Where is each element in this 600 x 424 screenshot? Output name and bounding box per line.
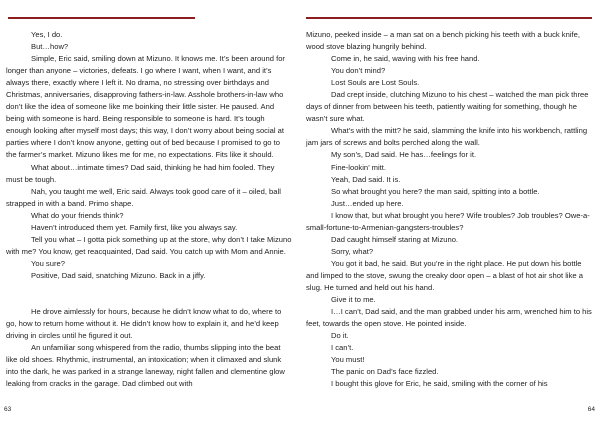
paragraph: Just…ended up here.	[331, 198, 404, 208]
paragraph: You don’t mind?	[331, 66, 386, 76]
paragraph: Dad crept inside, clutching Mizuno to his chest – watched the man pick three days of dinner from between his teeth, patiently waiting for something, though he wasn’t sure what.	[306, 90, 589, 124]
page-number-right: 64	[587, 406, 595, 413]
paragraph: Dad caught himself staring at Mizuno.	[331, 234, 459, 244]
paragraph: Do it.	[331, 331, 349, 341]
paragraph: He drove aimlessly for hours, because he didn’t know what to do, where to go, how to return home without it. He didn’t know how to explain it, and he’d keep driving in circles until he figured it out.	[6, 307, 282, 341]
paragraph: Simple, Eric said, smiling down at Mizuno. It knows me. It’s been around for longer than anyone – victories, defeats. I go where I want, when I want, and it’s always there, exactly where I left it. No drama, no stressing over birthdays and Christmas, anniversaries, disapproving fathers-in-law. Asshole brothers-in-law who don’t like the idea of someone like me boinking their little sister. He paused. And being with someone is hard. Being responsible to someone is hard. It’s tough enough looking after myself most days; this way, I don’t worry about being social at parties where I don’t know anyone, getting out of bed because I promised to go to the farmer’s market. Mizuno likes me for me, no expectations. Fits like it should.	[6, 54, 285, 160]
paragraph: Yes, I do.	[31, 30, 63, 39]
paragraph: Yeah, Dad said. It is.	[331, 174, 401, 184]
paragraph: But…how?	[31, 42, 69, 52]
paragraph: Haven’t introduced them yet. Family first, like you always say.	[31, 222, 238, 232]
paragraph: My son’s, Dad said. He has…feelings for it.	[331, 150, 477, 160]
paragraph: You must!	[331, 355, 365, 365]
paragraph: You got it bad, he said. But you’re in the right place. He put down his bottle and limped to the stove, swung the creaky door open – a blast of hot air shot like a slug. He turned and held out his hand.	[306, 258, 583, 292]
paragraph: I…I can’t, Dad said, and the man grabbed under his arm, wrenched him to his feet, towards the open stove. He pointed inside.	[306, 307, 592, 329]
paragraph: Nah, you taught me well, Eric said. Always took good care of it – oiled, ball strapped in with a band. Primo shape.	[6, 186, 281, 208]
page-header-rule-left	[8, 17, 195, 19]
section-break	[6, 282, 292, 294]
paragraph: Tell you what – I gotta pick something up at the store, why don’t I take Mizuno with me? You know, get reacquainted, Dad said. You catch up with Mom and Annie.	[6, 234, 292, 256]
paragraph: The panic on Dad’s face fizzled.	[331, 367, 439, 377]
paragraph: Come in, he said, waving with his free hand.	[331, 54, 480, 64]
paragraph: What do your friends think?	[31, 210, 124, 220]
page-number-left: 63	[4, 406, 12, 413]
paragraph: Mizuno, peeked inside – a man sat on a bench picking his teeth with a buck knife, wood stove blazing hungrily behind.	[306, 30, 580, 52]
paragraph: What’s with the mitt? he said, slamming the knife into his workbench, rattling jam jars of screws and bolts perched along the wall.	[306, 126, 588, 148]
paragraph: What about…intimate times? Dad said, thinking he had him fooled. They must be tough.	[6, 162, 275, 184]
paragraph: Fine-lookin’ mitt.	[331, 162, 386, 172]
paragraph: I can’t.	[331, 343, 354, 353]
paragraph: Sorry, what?	[331, 246, 374, 256]
paragraph: Lost Souls are Lost Souls.	[331, 78, 420, 88]
section-break	[6, 294, 292, 306]
paragraph: Give it to me.	[331, 295, 376, 305]
page-header-rule-right	[306, 17, 592, 19]
left-page-text	[6, 29, 292, 390]
paragraph: I bought this glove for Eric, he said, smiling with the corner of his	[331, 379, 548, 389]
paragraph: Positive, Dad said, snatching Mizuno. Back in a jiffy.	[31, 270, 206, 280]
paragraph: So what brought you here? the man said, spitting into a bottle.	[331, 186, 540, 196]
right-page-text	[306, 29, 593, 390]
paragraph: You sure?	[31, 258, 65, 268]
paragraph: I know that, but what brought you here? Wife troubles? Job troubles? Owe-a-small-fortune-to-Armenian-gangsters-troubles?	[306, 210, 590, 232]
paragraph: An unfamiliar song whispered from the radio, thumbs slipping into the beat like old shoes. Rhythmic, instrumental, an intoxication; when it climaxed and slunk into the dark, he was parked in a strange laneway, night fallen and clementine glow leaking from cracks in the garage. Dad climbed out with	[6, 343, 285, 389]
